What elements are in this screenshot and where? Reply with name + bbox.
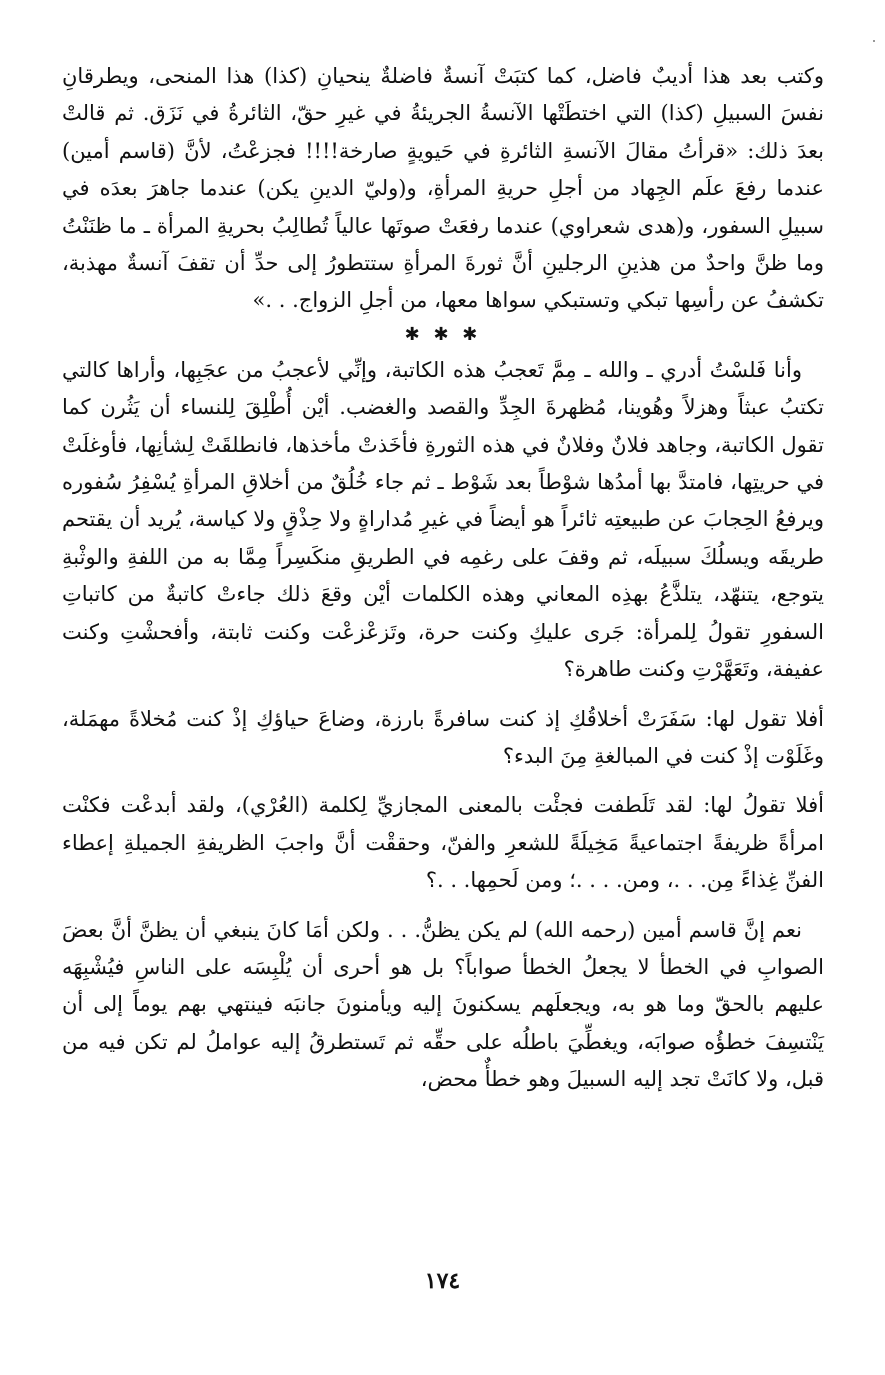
section-separator: ✱ ✱ ✱ [404,323,482,345]
page-body [62,58,824,1099]
paragraph-qasim-amin: نعم إنَّ قاسم أمين (رحمه الله) لم يكن يظنُّ. . . ولكن أمَا كانَ ينبغي أن يظنَّ أنَّ بعضَ الصوابِ في الخطأ لا يجعلُ الخطأ صواباً؟ بل هو أحرى أن يُلْبِسَه على الناسِ فيُشْبِهَه عليهم بالحقّ وما هو به، ويجعلَهم يسكنونَ إليه ويأمنونَ جانبَه فينتهي بهم يوماً إلى أن يَنْتسِفَ خطؤُه صوابَه، ويغطِّيَ باطلُه على حقِّه ثم تَستطرقُ إليه عواملُ لم تكن فيه من قبل، ولا كانَتْ تجد إليه السبيلَ وهو خطأٌ محض، [62,917,824,1092]
paragraph-question-1: أفلا تقول لها: سَفَرَتْ أخلاقُكِ إذ كنت سافرةً بارزة، وضاعَ حياؤكِ إذْ كنت مُخلاةً مهمَلة، وغَلَوْت إذْ كنت في المبالغةِ مِنَ البدء؟ [62,706,824,768]
paragraph-quote: وكتب بعد هذا أديبٌ فاضل، كما كتبَتْ آنسةٌ فاضلةٌ ينحيانِ (كذا) هذا المنحى، ويطرقانِ نفسَ السبيلِ (كذا) التي اختطَتْها الآنسةُ الجريئةُ في غيرِ حقّ، الثائرةُ في نَزَق. ثم قالتْ بعدَ ذلك: «قرأتُ مقالَ الآنسةِ الثائرةِ في حَيويةٍ صارخة!!!! فجزعْتُ، لأنَّ (قاسم أمين) عندما رفعَ علَم الجِهاد من أجلِ حريةِ المرأةِ، و(وليّ الدينِ يكن) عندما جاهرَ بعدَه في سبيلِ السفور، و(هدى شعراوي) عندما رفعَتْ صوتَها عالياً تُطالِبُ بحريةِ المرأة ـ ما ظنَنْتُ وما ظنَّ واحدٌ من هذينِ الرجلينِ أنَّ ثورةَ المرأةِ ستتطورُ إلى حدِّ أن تقفَ آنسةٌ مهذبة، تكشفُ عن رأسِها تبكي وتستبكي سواها معها، من أجلِ الزواج. . .» [62,64,824,313]
paragraph-question-2: أفلا تقولُ لها: لقد تَلَطفت فجئْت بالمعنى المجازيِّ لِكلمة (العُرْي)، ولقد أبدعْت فكنْت امرأةً ظريفةً اجتماعيةً مَخِيلَةً للشعرِ والفنّ، وحققْت أنَّ واجبَ الظريفةِ الجميلةِ إعطاء الفنِّ غِذاءً مِن. . .، ومن. . . .؛ ومن لَحمِها. . .؟ [62,793,824,893]
paragraph-response: وأنا فَلسْتُ أدري ـ والله ـ مِمَّ تَعجبُ هذه الكاتبة، وإنِّي لأعجبُ من عجَبِها، وأراها كالتي تكتبُ عبثاً وهزلاً وهُوينا، مُظهرةَ الجِدِّ والقصد والغضب. أيْن أُطْلِقَ لِلنساء أن يَثُرن كما تقول الكاتبة، وجاهد فلانٌ وفلانٌ في هذه الثورةِ فأخَذتْ مأخذها، فانطلقَتْ لِشأنِها، فأوغلَتْ في حريتِها، فامتدَّ بها أمدُها شوْطاً بعد شَوْط ـ ثم جاء خُلُقٌ من أخلاقِ المرأةِ يُسْفِرُ سُفوره ويرفعُ الحِجابَ عن طبيعتِه ثائراً هو أيضاً في غيرِ مُداراةٍ ولا حِذْقٍ ولا كياسة، يُريد أن يقتحم طريقَه ويسلُكَ سبيلَه، ثم وقفَ على رغمِه في الطريقِ منكَسِراً مِمَّا به من اللفةِ والوثْبةِ يتوجع، يتنهّد، يتلذَّعُ بهذِه المعاني وهذه الكلمات أيْن وقعَ ذلك جاءتْ كاتبةٌ من كاتباتِ السفورِ تقولُ لِلمرأة: جَرى عليكِ وكنت حرة، وتَزعْزعْت وكنت ثابتة، وأفحشْتِ وكنت عفيفة، وتَعَهَّرْتِ وكنت طاهرة؟ [62,357,824,682]
page-edge-mark [873,40,875,42]
page-number: ١٧٤ [424,1268,461,1294]
